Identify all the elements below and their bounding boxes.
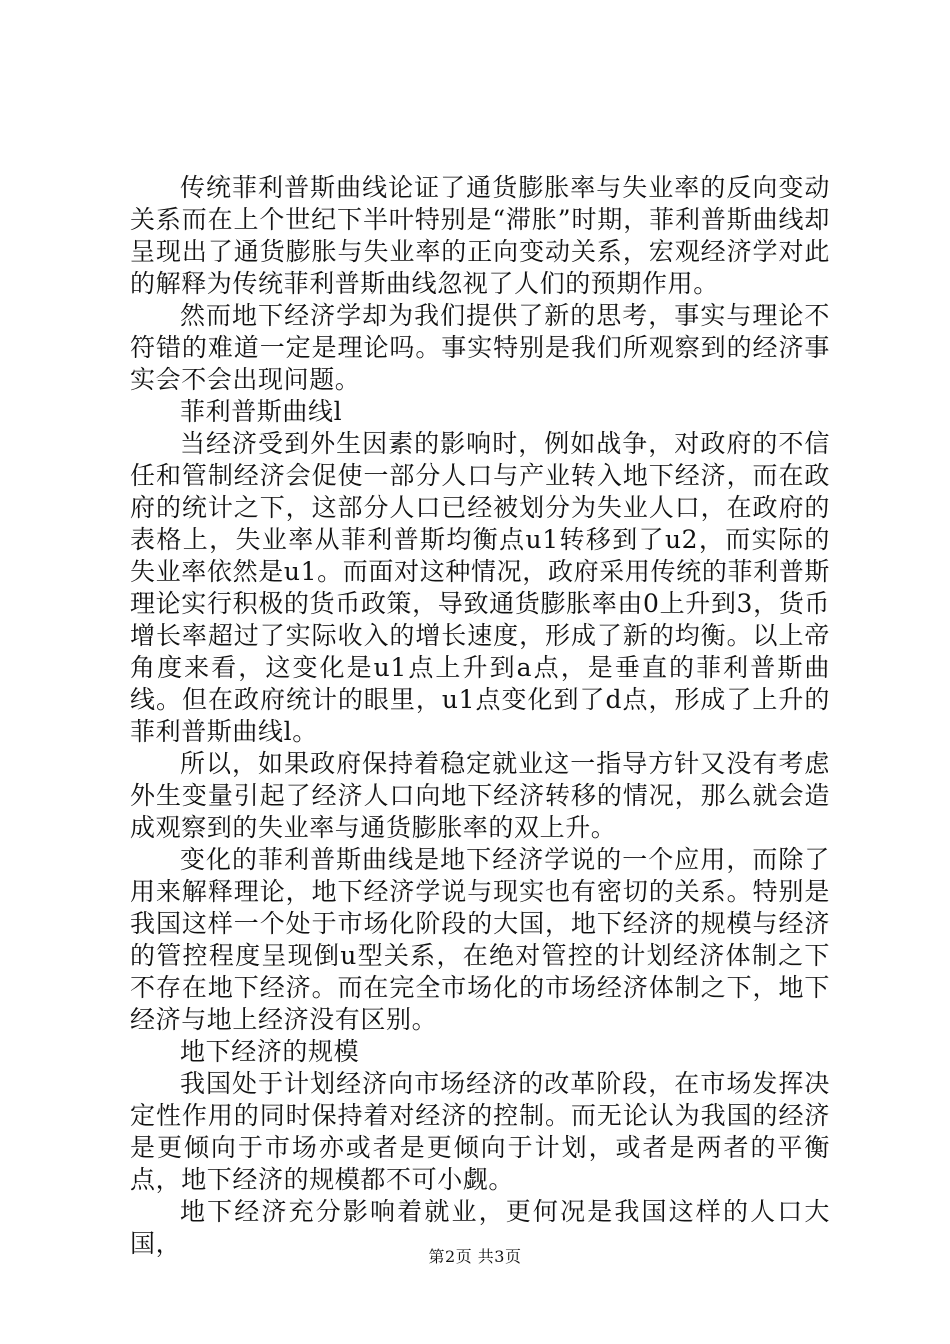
paragraph-exogenous-shock: 当经济受到外生因素的影响时，例如战争，对政府的不信任和管制经济会促使一部分人口与产业转入地下经济，而在政府的统计之下，这部分人口已经被划分为失业人口，在政府的表格上，失业率从菲利普斯均衡点u1转移到了u2，而实际的失业率依然是u1。而面对这种情况，政府采用传统的菲利普斯理论实行积极的货币政策，导致通货膨胀率由0上升到3，货币增长率超过了实际收入的增长速度，形成了新的均衡。以上帝角度来看，这变化是u1点上升到a点，是垂直的菲利普斯曲线。但在政府统计的眼里，u1点变化到了d点，形成了上升的菲利普斯曲线l。: [130, 429, 830, 746]
paragraph-employment: 地下经济充分影响着就业，更何况是我国这样的人口大国，: [130, 1197, 830, 1258]
paragraph-new-thinking: 然而地下经济学却为我们提供了新的思考，事实与理论不符错的难道一定是理论吗。事实特别是我们所观察到的经济事实会不会出现问题。: [130, 301, 830, 394]
page-footer: 第2页 共3页: [428, 1247, 522, 1266]
paragraph-phillips-curve-intro: 传统菲利普斯曲线论证了通货膨胀率与失业率的反向变动关系而在上个世纪下半叶特别是“滞胀”时期，菲利普斯曲线却呈现出了通货膨胀与失业率的正向变动关系，宏观经济学对此的解释为传统菲利普斯曲线忽视了人们的预期作用。: [130, 173, 830, 298]
paragraph-conclusion: 所以，如果政府保持着稳定就业这一指导方针又没有考虑外生变量引起了经济人口向地下经济转移的情况，那么就会造成观察到的失业率与通货膨胀率的双上升。: [130, 749, 830, 842]
section-heading-scale: 地下经济的规模: [180, 1037, 360, 1066]
paragraph-reform-stage: 我国处于计划经济向市场经济的改革阶段，在市场发挥决定性作用的同时保持着对经济的控制。而无论认为我国的经济是更倾向于市场亦或者是更倾向于计划，或者是两者的平衡点，地下经济的规模都不可小觑。: [130, 1069, 830, 1194]
figure-caption-phillips-curve: 菲利普斯曲线l: [180, 397, 343, 426]
paragraph-application: 变化的菲利普斯曲线是地下经济学说的一个应用，而除了用来解释理论，地下经济学说与现实也有密切的关系。特别是我国这样一个处于市场化阶段的大国，地下经济的规模与经济的管控程度呈现倒u型关系，在绝对管控的计划经济体制之下不存在地下经济。而在完全市场化的市场经济体制之下，地下经济与地上经济没有区别。: [130, 845, 830, 1034]
document-body: [130, 172, 830, 1260]
